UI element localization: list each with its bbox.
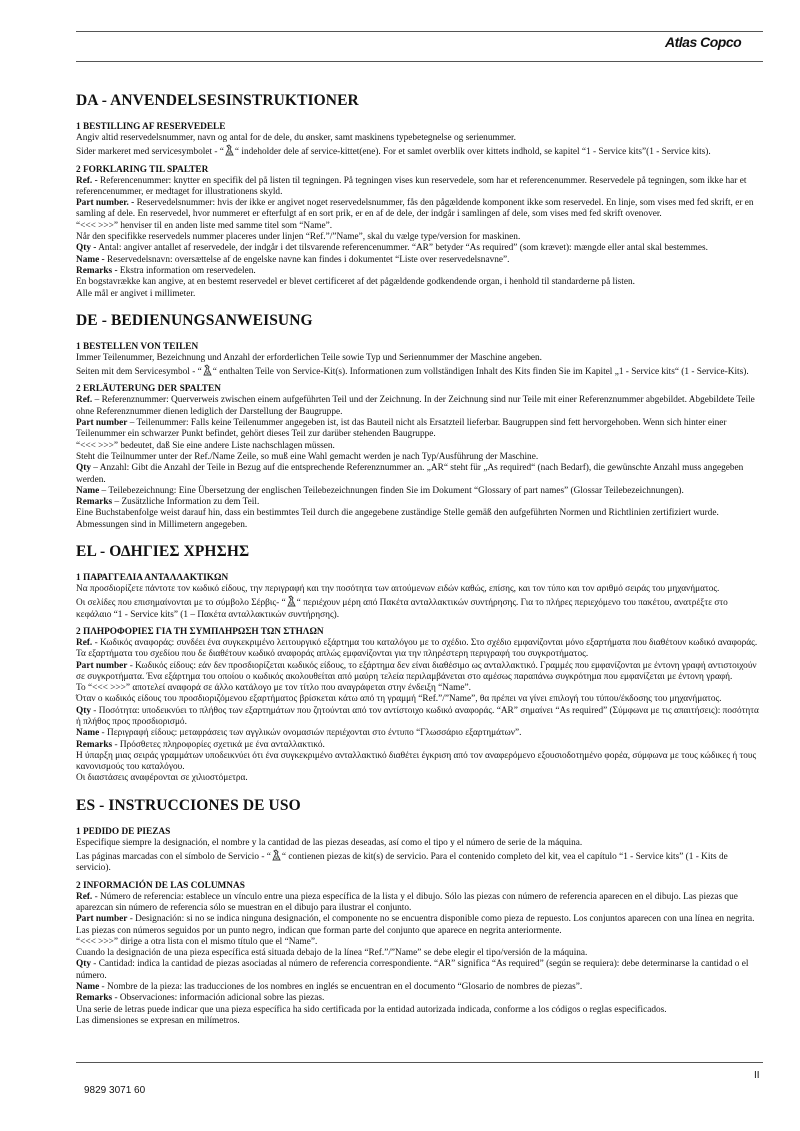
section-es <box>76 797 764 1027</box>
service-kit-note-a: Sider markeret med servicesymbolet - “ <box>76 147 224 158</box>
dimensions-note: Las dimensiones se expresan en milímetros. <box>76 1015 240 1026</box>
column-part-number <box>76 661 764 684</box>
column-qty-text: Antal: angiver antallet af reservedele, der indgår i det tilsvarende referencenummer. “AR” betyder “As required” (som krævet): mængde eller antal skal bestemmes. <box>96 243 708 254</box>
column-ref <box>76 395 764 418</box>
column-part-number-label: Part number <box>76 418 128 429</box>
column-remarks-text: Ekstra information om reservedelen. <box>117 265 256 276</box>
service-kit-note-a: Seiten mit dem Servicesymbol - “ <box>76 367 202 378</box>
service-symbol-icon <box>271 849 282 861</box>
ordering-instruction: Angiv altid reservedelsnummer, navn og antal for de dele, du ønsker, samt maskinens typebetegnelse og serienummer. <box>76 133 516 143</box>
column-qty-label: Qty <box>76 705 91 716</box>
column-qty-text: - Cantidad: indica la cantidad de piezas asociadas al número de referencia correspondiente. “AR” significa “As required” (según se requiera): debe determinarse la cantidad o el número. <box>76 959 749 981</box>
column-ref-text: – Referenznummer: Querverweis zwischen einem aufgeführten Teil und der Zeichnung. In der Zeichnung sind nur Teile mit einer Referenznummer abgebildet. Abgebildete Teile ohne Referenznummer dienen lediglich der Darstellung der Baugruppe. <box>76 395 755 417</box>
column-name <box>76 728 764 739</box>
column-ref-label: Ref. - <box>76 175 98 186</box>
column-name-text: Reservedelsnavn: oversættelse af de engelske navne kan findes i dokumentet “Liste over reservedelsnavne”. <box>104 254 510 265</box>
subsection-ordering-title: 1 ΠΑΡΑΓΓΕΛΙΑ ΑΝΤΑΛΛΑΚΤΙΚΩΝ <box>76 573 229 584</box>
dimensions-note: Abmessungen sind in Millimetern angegeben. <box>76 519 248 530</box>
column-name-label: Name <box>76 728 100 739</box>
service-kit-note <box>76 595 764 621</box>
subsection-ordering-title: 1 PEDIDO DE PIEZAS <box>76 826 171 837</box>
service-kit-note-a: Las páginas marcadas con el símbolo de Servicio - “ <box>76 852 271 863</box>
column-qty-label: Qty <box>76 463 91 474</box>
column-name-text: - Περιγραφή είδους: μεταφράσεις των αγγλικών ονομασιών περιέχονται στο έντυπο “Γλωσσάριο εξαρτημάτων”. <box>99 728 522 739</box>
column-ref-label: Ref. <box>76 395 93 406</box>
section-title: DE - BEDIENUNGSANWEISUNG <box>76 311 313 329</box>
section-el <box>76 543 764 797</box>
column-name-text: - Nombre de la pieza: las traducciones de los nombres en inglés se encuentran en el documento “Glosario de nombres de piezas”. <box>99 982 583 993</box>
column-ref <box>76 176 764 199</box>
column-part-number <box>76 914 764 937</box>
type-version-note: Cuando la designación de una pieza específica está situada debajo de la línea “Ref.”/”Name” se debe elegir el tipo/versión de la máquina. <box>76 948 588 959</box>
column-name-label: Name - <box>76 254 105 265</box>
section-title: DA - ANVENDELSESINSTRUKTIONER <box>76 92 359 109</box>
arrows-note: “<<< >>>” bedeutet, daß Sie eine andere Liste nachschlagen müssen. <box>76 440 335 451</box>
column-name-text: – Teilebezeichnung: Eine Übersetzung der englischen Teilebezeichnungen finden Sie im Dokument “Glossary of part names” (Glossar Teilebezeichnungen). <box>99 485 684 496</box>
column-qty-label: Qty <box>76 959 91 970</box>
section-da <box>76 92 764 312</box>
header-rule <box>76 31 763 32</box>
type-version-note: Όταν ο κωδικός είδους του προσδιοριζόμενου εξαρτήματος βρίσκεται κάτω από τη γραμμή “Ref.”/”Name”, θα πρέπει να γίνει επιλογή του τύπου/έκδοσης του μηχανήματος. <box>76 694 722 705</box>
page-content <box>76 92 764 1027</box>
column-ref <box>76 892 764 915</box>
service-kit-note-b: “ indeholder dele af service-kittet(ene). For et samlet overblik over kittets indhold, se kapitel “1 - Service kits”(1 - Service kits). <box>234 147 711 158</box>
column-qty <box>76 706 764 729</box>
subsection-ordering-title: 1 BESTELLEN VON TEILEN <box>76 341 199 352</box>
service-kit-note-b: “ enthalten Teile von Service-Kit(s). Informationen zum vollständigen Inhalt des Kits finden Sie im Kapitel „1 - Service kits“ (1 - Service-Kits). <box>212 367 749 378</box>
section-title: EL - ΟΔΗΓΙΕΣ ΧΡΗΣΗΣ <box>76 543 250 561</box>
service-symbol-icon <box>202 364 213 376</box>
service-kit-note-a: Οι σελίδες που επισημαίνονται με το σύμβολο Σέρβις- “ <box>76 598 286 609</box>
ordering-instruction: Especifique siempre la designación, el nombre y la cantidad de las piezas deseadas, así como el tipo y el número de serie de la máquina. <box>76 837 583 848</box>
column-part-number-text: - Designación: si no se indica ninguna designación, el componente no se encuentra disponible como pieza de repuesto. Los conjuntos aparecen con una línea en negrita. Las piezas con números seguidos por un punto negro, indican que forman parte del conjunto que aparece en negrita anteriormente. <box>76 914 755 936</box>
header-rule-bottom <box>76 61 763 62</box>
section-de <box>76 312 764 543</box>
dimensions-note: Οι διαστάσεις αναφέρονται σε χιλιοστόμετρα. <box>76 773 248 784</box>
certification-note: Una serie de letras puede indicar que una pieza específica ha sido certificada por la entidad autorizada indicada, conforme a los códigos o reglas especificados. <box>76 1004 667 1015</box>
certification-note: Η ύπαρξη μιας σειράς γραμμάτων υποδεικνύει ότι ένα συγκεκριμένο ανταλλακτικό διαθέτει έγκριση από τον αναφερόμενο εξουσιοδοτημένο φορέα, σύμφωνα με τους κώδικες ή τους κανονισμούς του καταλόγου. <box>76 750 757 773</box>
column-part-number <box>76 418 764 441</box>
section-title: ES - INSTRUCCIONES DE USO <box>76 796 301 814</box>
subsection-columns-title: 2 ΠΛΗΡΟΦΟΡΙΕΣ ΓΙΑ ΤΗ ΣΥΜΠΛΗΡΩΣΗ ΤΩΝ ΣΤΗΛΩΝ <box>76 626 324 637</box>
column-name-label: Name <box>76 485 100 496</box>
column-part-number-label: Part number <box>76 914 128 925</box>
column-remarks <box>76 266 764 277</box>
column-qty <box>76 959 764 982</box>
service-kit-note-b: “ contienen piezas de kit(s) de servicio. Para el contenido completo del kit, vea el capítulo “1 - Service kits” (1 - Kits de servicio). <box>76 852 728 874</box>
column-qty-text: - Ποσότητα: υποδεικνύει το πλήθος των εξαρτημάτων που ζητούνται από τον αντίστοιχο κωδικό αναφοράς. “AR” σημαίνει “As required” (Σύμφωνα με τις απαιτήσεις): ποσότητα ή πλήθος προς προσδιορισμό. <box>76 705 759 727</box>
column-remarks-label: Remarks <box>76 497 113 508</box>
column-remarks <box>76 497 764 508</box>
column-name-label: Name <box>76 982 100 993</box>
column-part-number <box>76 198 764 221</box>
column-ref-text: - Número de referencia: establece un vínculo entre una pieza específica de la lista y el dibujo. Sólo las piezas con número de referencia aparecen en el dibujo. Las piezas que aparezcan sin número de referencia sólo se muestran en el dibujo para ilustrar el conjunto. <box>76 891 738 913</box>
subsection-columns-title: 2 FORKLARING TIL SPALTER <box>76 164 209 175</box>
column-ref-text: - Κωδικός αναφοράς: συνδέει ένα συγκεκριμένο λειτουργικό εξάρτημα του καταλόγου με το σχέδιο. Στο σχέδιο εμφανίζονται μόνο εξαρτήματα που διαθέτουν κωδικό αναφοράς. Τα εξαρτήματα του σχεδίου που δε διαθέτουν κωδικό αναφοράς απλώς εμφανίζονται για την πληρέστερη περιγραφή του συγκροτήματος. <box>76 637 758 660</box>
column-remarks-text: - Πρόσθετες πληροφορίες σχετικά με ένα ανταλλακτικό. <box>112 739 325 750</box>
column-remarks <box>76 993 764 1004</box>
column-remarks <box>76 740 764 751</box>
column-remarks-text: - Observaciones: información adicional sobre las piezas. <box>112 993 325 1004</box>
column-name <box>76 982 764 993</box>
subsection-ordering-title: 1 BESTILLING AF RESERVEDELE <box>76 122 226 132</box>
ordering-instruction: Immer Teilenummer, Bezeichnung und Anzahl der erforderlichen Teile sowie Typ und Seriennummer der Maschine angeben. <box>76 352 542 363</box>
service-kit-note <box>76 364 764 378</box>
column-remarks-text: – Zusätzliche Information zu dem Teil. <box>112 497 260 508</box>
column-remarks-label: Remarks <box>76 739 113 750</box>
subsection-columns-title: 2 INFORMACIÓN DE LAS COLUMNAS <box>76 880 245 891</box>
column-part-number-text: - Κωδικός είδους: εάν δεν προσδιορίζεται κωδικός είδους, το εξάρτημα δεν είναι διαθέσιμο ως ανταλλακτικό. Γραμμές που εμφανίζονται με έντονη γραφή αντιστοιχούν σε συγκροτήματα. Ένα εξάρτημα του οποίου ο κωδικός ακολουθείται από μαύρη τελεία περιλαμβάνεται στο αμέσως παραπάνω συγκρότημα που εμφανίζεται με έντονη γραφή. <box>76 660 757 682</box>
column-ref-text: Referencenummer: knytter en specifik del på listen til tegningen. På tegningen vises kun reservedele, som har et referencenummer. Reservedele på tegningen, som ikke har et referencenummer, er medtaget for illustrationens skyld. <box>76 175 747 197</box>
column-remarks-label: Remarks - <box>76 265 118 276</box>
column-remarks-label: Remarks <box>76 993 113 1004</box>
arrows-note: “<<< >>>” dirige a otra lista con el mismo título que el “Name”. <box>76 936 318 947</box>
certification-note: En bogstavrække kan angive, at en bestemt reservedel er blevet certificeret af det pågældende godkendende organ, i henhold til standarderne på listen. <box>76 277 635 288</box>
column-ref-label: Ref. <box>76 891 93 902</box>
column-part-number-label: Part number <box>76 660 128 671</box>
column-part-number-text: Reservedelsnummer: hvis der ikke er angivet noget reservedelsnummer, fås den pågældende komponent ikke som reservedel. En linje, som vises med fed skrift, er en samling af dele. En reservedel, hvor nummeret er efterfulgt af en sort prik, er en af de dele, der indgår i samlingen af dele, som vises med fed skrift ovenover. <box>76 198 754 220</box>
service-kit-note <box>76 144 764 158</box>
type-version-note: Når den specifikke reservedels nummer placeres under linjen “Ref.”/”Name”, skal du vælge type/version for maskinen. <box>76 232 521 243</box>
footer-rule <box>76 1062 763 1063</box>
column-name <box>76 255 764 266</box>
service-symbol-icon <box>224 144 235 156</box>
document-number: 9829 3071 60 <box>84 1085 146 1096</box>
type-version-note: Steht die Teilnummer unter der Ref./Name Zeile, so muß eine Wahl gemacht werden je nach Typ/Ausführung der Maschine. <box>76 451 539 462</box>
ordering-instruction: Να προσδιορίζετε πάντοτε τον κωδικό είδους, την περιγραφή και την ποσότητα των αιτούμενων ειδών καθώς, επίσης, και τον τύπο και τον αριθμό σειράς του μηχανήματος. <box>76 584 720 595</box>
atlas-copco-logo: Atlas Copco <box>665 34 742 50</box>
subsection-columns-title: 2 ERLÄUTERUNG DER SPALTEN <box>76 384 221 395</box>
column-part-number-label: Part number. - <box>76 198 135 209</box>
column-name <box>76 486 764 497</box>
column-ref-label: Ref. <box>76 637 93 648</box>
column-qty <box>76 243 764 254</box>
spacer <box>76 531 764 543</box>
certification-note: Eine Buchstabenfolge weist darauf hin, dass ein bestimmtes Teil durch die angegebene zuständige Stelle gemäß den aufgeführten Normen und Richtlinien zertifiziert wurde. <box>76 508 719 519</box>
column-part-number-text: – Teilenummer: Falls keine Teilenummer angegeben ist, ist das Bauteil nicht als Ersatzteil lieferbar. Baugruppen sind fett hervorgehoben. Wenn sich hinter einer Teilenummer ein schwarzer Punkt befindet, gehört dieses Teil zur darüber stehenden Baugruppe. <box>76 418 727 440</box>
spacer <box>76 300 764 312</box>
page-number: II <box>754 1070 760 1081</box>
service-symbol-icon <box>286 595 297 607</box>
column-qty <box>76 463 764 486</box>
spacer <box>76 785 764 797</box>
dimensions-note: Alle mål er angivet i millimeter. <box>76 288 196 299</box>
column-qty-label: Qty - <box>76 243 97 254</box>
service-kit-note-b: “ περιέχουν μέρη από Πακέτα ανταλλακτικών συντήρησης. Για το πλήρες περιεχόμενο του πακέτου, ανατρέξτε στο κεφάλαιο “1 - Service kits” (1 – Πακέτα ανταλλακτικών συντήρησης). <box>76 598 728 620</box>
service-kit-note <box>76 849 764 875</box>
column-ref <box>76 638 764 661</box>
arrows-note: “<<< >>>” henviser til en anden liste med samme titel som “Name”. <box>76 220 333 231</box>
arrows-note: Το “<<< >>>” αποτελεί αναφορά σε άλλο κατάλογο με τον τίτλο που αναγράφεται στην ένδειξη “Name”. <box>76 683 471 694</box>
column-qty-text: – Anzahl: Gibt die Anzahl der Teile in Bezug auf die entsprechende Referenznummer an. „AR“ steht für „As required“ (nach Bedarf), die gewünschte Anzahl muss angegeben werden. <box>76 463 744 485</box>
